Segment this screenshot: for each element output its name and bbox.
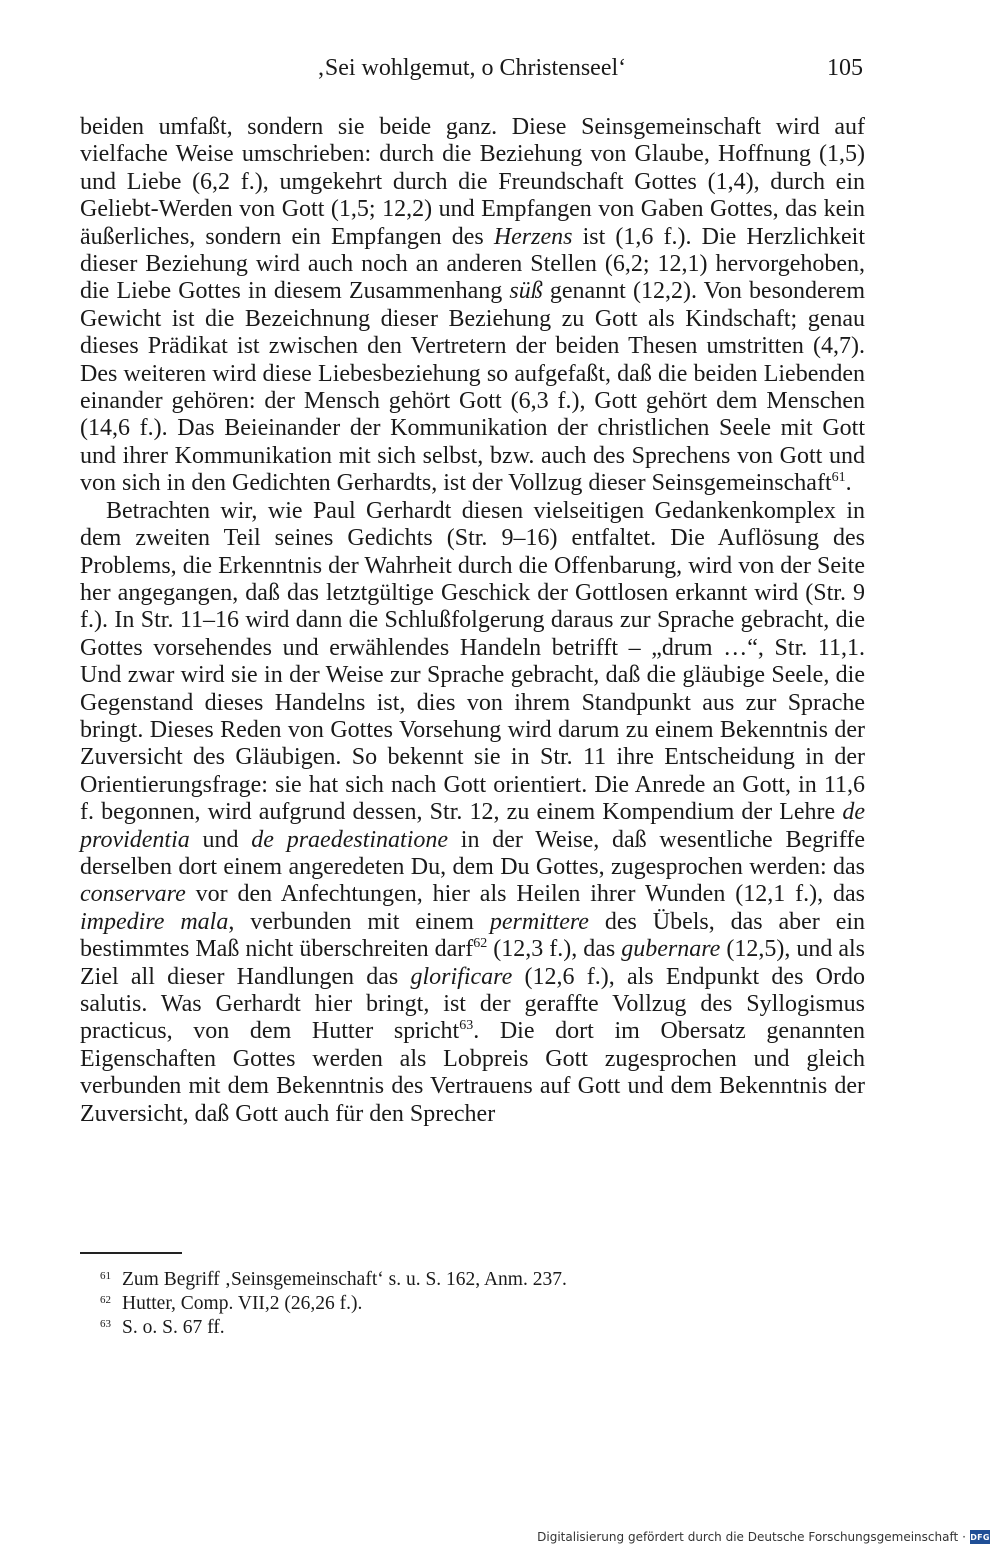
text-run: (12,5), und als Ziel all dieser Handlungen das bbox=[80, 936, 865, 990]
page-number: 105 bbox=[827, 55, 863, 81]
footnote-number: 62 bbox=[100, 1294, 111, 1306]
text-run: . bbox=[845, 470, 852, 497]
text-run: . Die dort im Obersatz genannten Eigenschaften Gottes werden als Lobpreis Gott zugesprochen und gleich verbunden mit dem Bekenntnis des Vertrauens auf Gott und dem Bekenntnis der Zuversicht, daß Gott auch für den Sprecher bbox=[80, 1018, 866, 1127]
italic-term: Herzens bbox=[493, 223, 573, 250]
footnote-text: Hutter, Comp. VII,2 (26,26 f.). bbox=[122, 1293, 363, 1314]
footnotes bbox=[80, 1268, 865, 1340]
italic-term: de praedestinatione bbox=[251, 826, 449, 853]
footnote bbox=[80, 1268, 865, 1292]
footnote-text: Zum Begriff ‚Seinsgemeinschaft‘ s. u. S. 162, Anm. 237. bbox=[122, 1269, 567, 1290]
footnote bbox=[80, 1316, 865, 1340]
text-run: (12,6 f.), als Endpunkt des Ordo salutis. Was Gerhardt hier bringt, ist der geraffte Vollzug des Syllogismus practicus, von dem Hutter spricht bbox=[80, 963, 865, 1045]
text-run: Betrachten wir, wie Paul Gerhardt diesen vielseitigen Gedankenkomplex in dem zweiten Teil seines Gedichts (Str. 9–16) entfaltet. Die Auflösung des Problems, die Erkenntnis der Wahrheit durch die Offenbarung, wird von der Seite her angegangen, daß das letztgültige Geschick der Gottlosen erkannt wird (Str. 9 f.). In Str. 11–16 wird dann die Schlußfolgerung daraus zur Sprache gebracht, die Gottes vorsehendes und erwählendes Handeln betrifft – „drum …“, Str. 11,1. Und zwar wird sie in der Weise zur Sprache gebracht, daß die gläubige Seele, die Gegenstand dieses Handelns ist, dies von ihrem Standpunkt aus zur Sprache bringt. Dieses Reden von Gottes Vorsehung wird darum zu einem Bekenntnis der Zuversicht des Gläubigen. So bekennt sie in Str. 11 ihre Entscheidung in der Orientierungsfrage: sie hat sich nach Gott orientiert. Die Anrede an Gott, in 11,6 f. begonnen, wird aufgrund dessen, Str. 12, zu einem Kompendium der Lehre bbox=[80, 497, 865, 826]
italic-term: conservare bbox=[80, 881, 186, 908]
footnote-reference: 62 bbox=[473, 936, 488, 952]
footer-separator-dot: · bbox=[962, 1530, 966, 1544]
footnote bbox=[80, 1292, 865, 1316]
digitization-footer bbox=[537, 1526, 990, 1548]
italic-term: permittere bbox=[489, 908, 589, 935]
digitization-note: Digitalisierung gefördert durch die Deutsche Forschungsgemeinschaft bbox=[537, 1530, 959, 1544]
italic-term: gubernare bbox=[621, 936, 721, 963]
paragraph bbox=[80, 498, 865, 1128]
footnote-number: 61 bbox=[100, 1270, 111, 1282]
text-run: und bbox=[189, 826, 252, 853]
italic-term: süß bbox=[509, 278, 543, 305]
footnote-separator bbox=[80, 1252, 182, 1254]
footnote-text: S. o. S. 67 ff. bbox=[122, 1317, 225, 1338]
text-run: genannt (12,2). Von besonderem Gewicht ist die Bezeichnung dieser Beziehung zu Gott als Kindschaft; genau dieses Prädikat ist zwischen den Vertretern der beiden Thesen umstritten (4,7). Des weiteren wird diese Liebesbeziehung so aufgefaßt, daß die beiden Liebenden einander gehören: der Mensch gehört Gott (6,3 f.), Gott gehört dem Menschen (14,6 f.). Das Beieinander der Kommunikation der christlichen Seele mit Gott und ihrer Kommunikation mit sich selbst, bzw. auch des Sprechens von Gott und von sich in den Gedichten Gerhardts, ist der Vollzug dieser Seinsgemeinschaft bbox=[80, 278, 866, 497]
dfg-logo-icon: DFG bbox=[970, 1530, 990, 1544]
text-run: des Übels, das aber ein bestimmtes Maß nicht überschreiten darf bbox=[80, 908, 866, 963]
body-text bbox=[80, 114, 865, 1128]
running-title: ‚Sei wohlgemut, o Christenseel‘ bbox=[316, 55, 627, 81]
footnote-reference: 63 bbox=[459, 1018, 474, 1034]
running-header bbox=[80, 55, 863, 89]
text-run: in der Weise, daß wesentliche Begriffe derselben dort einem angeredeten Du, dem Du Gottes, zugesprochen werden: das bbox=[80, 826, 865, 880]
text-run: vor den Anfechtungen, hier als Heilen ihrer Wunden (12,1 f.), das bbox=[185, 881, 865, 908]
italic-term: de providentia bbox=[80, 799, 865, 853]
text-run: (12,3 f.), das bbox=[487, 936, 622, 963]
footnote-reference: 61 bbox=[831, 470, 846, 486]
text-run: beiden umfaßt, sondern sie beide ganz. Diese Seinsgemeinschaft wird auf vielfache Weise umschrieben: durch die Beziehung von Glaube, Hoffnung (1,5) und Liebe (6,2 f.), umgekehrt durch die Freundschaft Gottes (1,4), durch ein Geliebt-Werden von Gott (1,5; 12,2) und Empfangen von Gaben Gottes, das kein äußerliches, sondern ein Empfangen des bbox=[80, 114, 865, 250]
text-run: , verbunden mit einem bbox=[228, 908, 490, 935]
paragraph bbox=[80, 114, 865, 498]
text-run: ist (1,6 f.). Die Herzlichkeit dieser Beziehung wird auch noch an anderen Stellen (6,2; 12,1) hervorgehoben, die Liebe Gottes in diesem Zusammenhang bbox=[80, 223, 865, 305]
italic-term: glorificare bbox=[410, 963, 513, 990]
footnote-number: 63 bbox=[100, 1318, 111, 1330]
italic-term: impedire mala bbox=[80, 908, 229, 935]
